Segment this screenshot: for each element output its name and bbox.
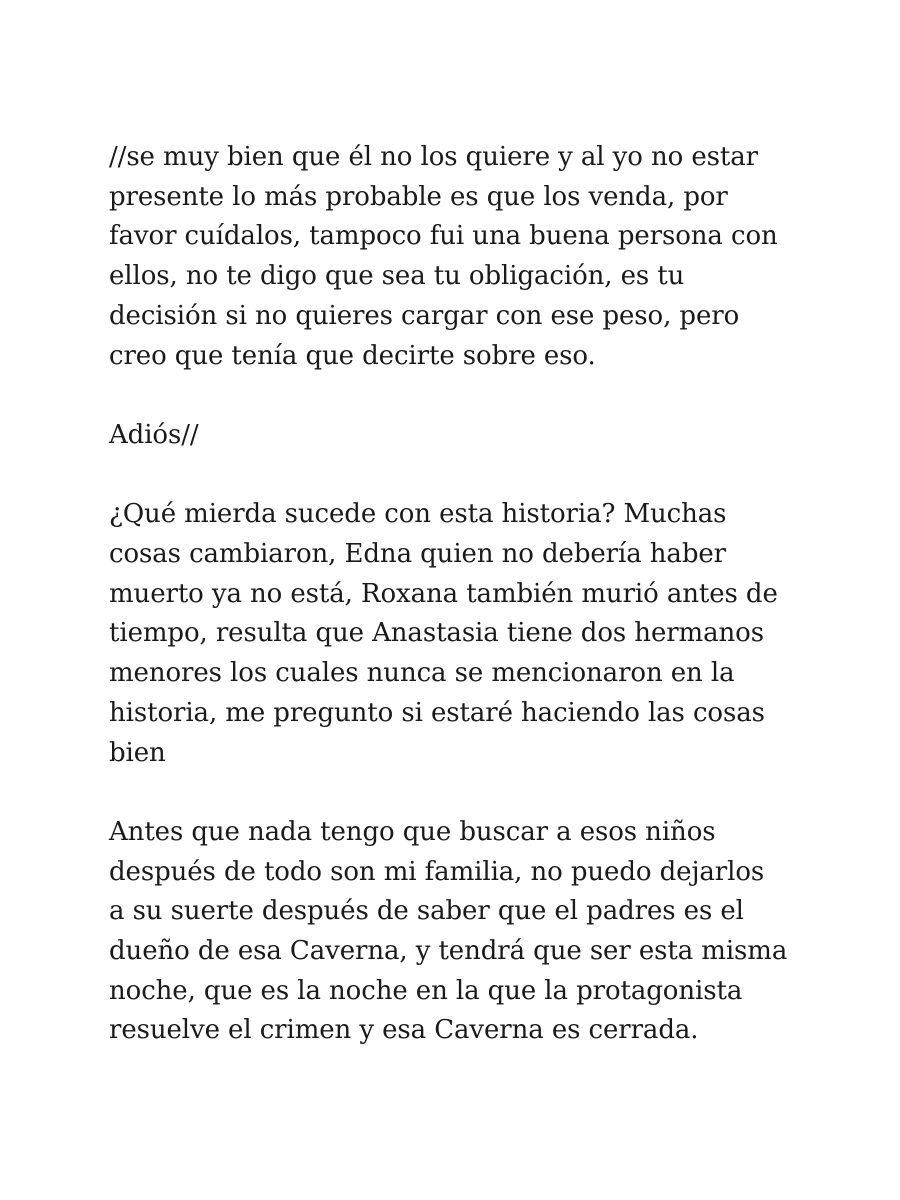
text-line: muerto ya no está, Roxana también murió antes de	[109, 578, 778, 609]
document-body	[109, 138, 809, 1091]
text-line: a su suerte después de saber que el padres es el	[109, 896, 744, 927]
text-line: menores los cuales nunca se mencionaron en la	[109, 658, 735, 689]
text-line: resuelve el crimen y esa Caverna es cerrada.	[109, 1015, 699, 1046]
text-line: historia, me pregunto si estaré haciendo las cosas	[109, 697, 765, 728]
paragraph-farewell	[109, 416, 809, 456]
paragraph-plan	[109, 813, 809, 1051]
text-line: decisión si no quieres cargar con ese peso, pero	[109, 300, 740, 331]
text-line: Antes que nada tengo que buscar a esos niños	[109, 816, 716, 847]
text-line: Adiós//	[109, 419, 199, 450]
text-line: bien	[109, 737, 166, 768]
text-line: //se muy bien que él no los quiere y al yo no estar	[109, 142, 758, 172]
text-line: presente lo más probable es que los venda, por	[109, 181, 728, 212]
text-line: ellos, no te digo que sea tu obligación, es tu	[109, 261, 685, 292]
text-line: después de todo son mi familia, no puedo dejarlos	[109, 856, 765, 887]
text-line: creo que tenía que decirte sobre eso.	[109, 340, 596, 371]
text-line: noche, que es la noche en la que la protagonista	[109, 975, 743, 1006]
text-line: favor cuídalos, tampoco fui una buena persona con	[109, 221, 778, 252]
text-line: cosas cambiaron, Edna quien no debería haber	[109, 539, 726, 569]
paragraph-reflection	[109, 495, 809, 773]
text-line: ¿Qué mierda sucede con esta historia? Muchas	[109, 499, 727, 530]
text-line: dueño de esa Caverna, y tendrá que ser esta misma	[109, 936, 788, 967]
text-line: tiempo, resulta que Anastasia tiene dos hermanos	[109, 618, 764, 649]
paragraph-letter	[109, 138, 809, 376]
